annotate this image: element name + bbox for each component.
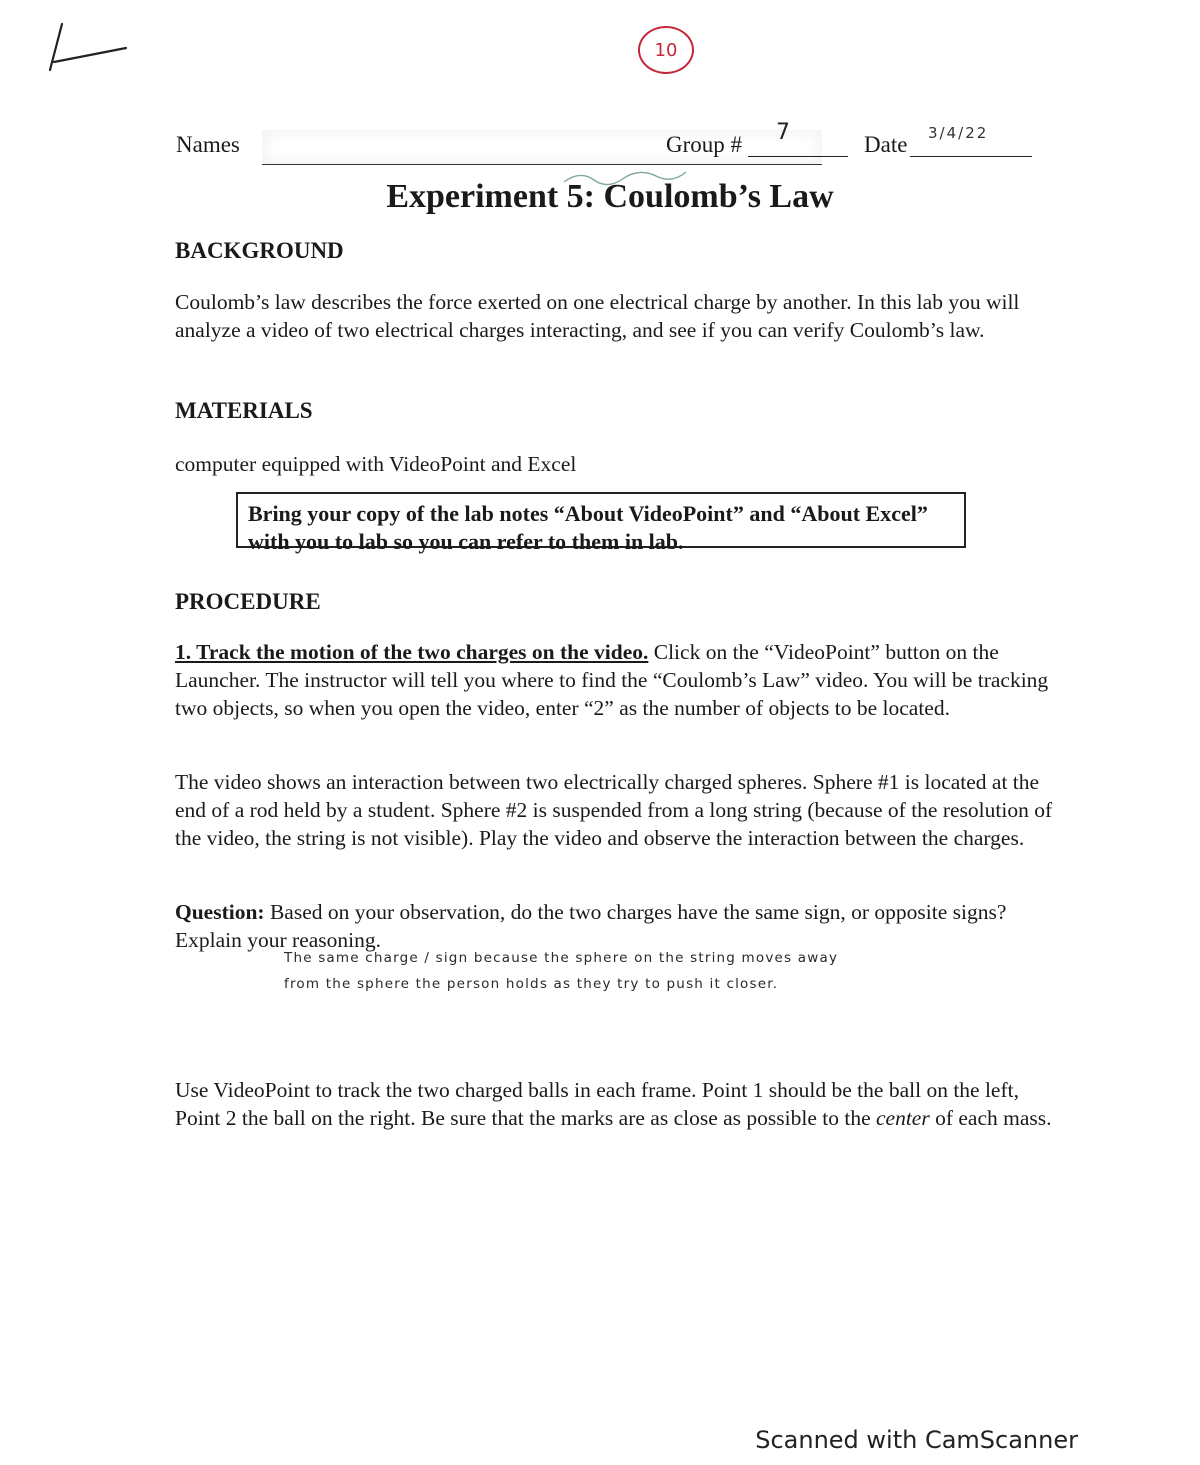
- group-underline: [748, 156, 848, 157]
- tracking-text-emphasis: center: [876, 1106, 930, 1130]
- group-label: Group #: [666, 132, 743, 157]
- names-label: Names: [176, 132, 240, 157]
- background-heading: BACKGROUND: [175, 238, 344, 263]
- procedure-heading: PROCEDURE: [175, 589, 321, 614]
- materials-heading: MATERIALS: [175, 398, 313, 423]
- tracking-text-part-2: of each mass.: [929, 1106, 1052, 1130]
- lab-notes-notice-text: Bring your copy of the lab notes “About VideoPoint” and “About Excel” with you to lab so you can refer to them in lab.: [248, 501, 928, 554]
- materials-text: computer equipped with VideoPoint and Excel: [175, 452, 577, 476]
- handwritten-answer-line-2: from the sphere the person holds as they try to push it closer.: [284, 976, 779, 992]
- tracking-text-part-1: Use VideoPoint to track the two charged balls in each frame. Point 1 should be the ball on the left, Point 2 the ball on the right. Be sure that the marks are as close as possible to the: [175, 1078, 1019, 1130]
- background-text: Coulomb’s law describes the force exerted on one electrical charge by another. In this lab you will analyze a video of two electrical charges interacting, and see if you can verify Coulomb’s law.: [175, 290, 1020, 342]
- page-title: Experiment 5: Coulomb’s Law: [386, 178, 834, 215]
- grade-circle: [638, 26, 694, 74]
- procedure-step-1: [175, 638, 1055, 722]
- step-1-title: 1. Track the motion of the two charges on the video.: [175, 640, 649, 664]
- lab-notes-notice-box: [236, 492, 966, 554]
- question-label: Question:: [175, 900, 265, 924]
- date-underline: [910, 156, 1032, 157]
- procedure-observation-text: The video shows an interaction between two electrically charged spheres. Sphere #1 is located at the end of a rod held by a student. Sphere #2 is suspended from a long string (because of the resolution of the video, the string is not visible). Play the video and observe the interaction between the charges.: [175, 770, 1053, 850]
- camscanner-watermark: Scanned with CamScanner: [755, 1426, 1078, 1454]
- date-label: Date: [864, 132, 908, 157]
- handwritten-answer-line-1: The same charge / sign because the sphere on the string moves away: [284, 950, 839, 966]
- grade-value: 10: [654, 39, 678, 61]
- grade-check-mark: [20, 18, 130, 78]
- question-text: Based on your observation, do the two charges have the same sign, or opposite signs? Explain your reasoning.: [175, 900, 1007, 952]
- question-block: [175, 898, 1055, 954]
- group-value: 7: [776, 120, 790, 145]
- date-value: 3/4/22: [928, 124, 989, 142]
- step-1-text: Click on the “VideoPoint” button on the Launcher. The instructor will tell you where to find the “Coulomb’s Law” video. You will be tracking two objects, so when you open the video, enter “2” as the number of objects to be located.: [175, 640, 1049, 720]
- procedure-tracking-text: [175, 1076, 1055, 1132]
